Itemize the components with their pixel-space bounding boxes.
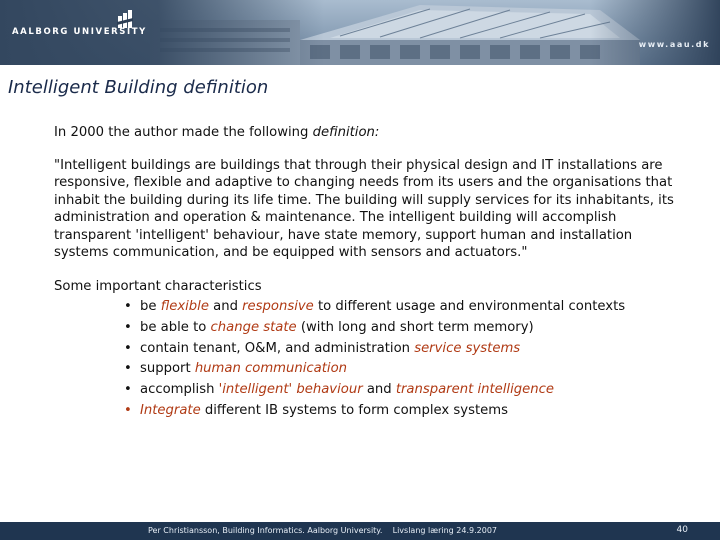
bullet-icon: •: [124, 340, 132, 356]
bullet-icon: •: [124, 382, 132, 398]
item-text: and: [208, 299, 243, 314]
item-text: and: [362, 382, 396, 398]
list-item: [124, 359, 684, 380]
website-url: www.aau.dk: [638, 40, 710, 49]
list-item: [124, 297, 684, 318]
header-banner: [0, 0, 720, 65]
bullet-icon: •: [124, 319, 132, 335]
item-highlight: 'intelligent' behaviour: [218, 382, 363, 398]
intro-text: [54, 124, 684, 142]
list-item: [124, 339, 684, 360]
item-highlight: service systems: [414, 340, 521, 356]
item-text: contain tenant, O&M, and administration: [140, 340, 415, 356]
page-number: 40: [676, 525, 688, 535]
item-text: (with long and short term memory): [296, 319, 534, 335]
slide-body: [54, 124, 684, 422]
item-highlight: change state: [210, 319, 297, 335]
bullet-icon: •: [124, 402, 132, 418]
item-highlight: human communication: [194, 361, 348, 377]
footer-bar: [0, 522, 720, 540]
item-text: support: [140, 361, 195, 377]
slide-title: Intelligent Building definition: [8, 77, 269, 98]
list-item: [124, 401, 684, 422]
footer-credits: Per Christiansson, Building Informatics. Aalborg University. Livslang læring 24.9.2007: [148, 526, 498, 535]
university-name: AALBORG UNIVERSITY: [12, 27, 147, 37]
item-highlight: flexible: [160, 299, 209, 314]
item-text: to different usage and environmental contexts: [313, 299, 626, 314]
characteristics-heading: Some important characteristics: [54, 278, 262, 294]
item-highlight: transparent intelligence: [395, 382, 554, 398]
item-highlight: responsive: [242, 299, 314, 314]
item-highlight: Integrate: [140, 402, 201, 418]
intro-emphasis: definition:: [312, 125, 380, 140]
characteristics-list: [54, 297, 684, 422]
list-item: [124, 380, 684, 401]
bullet-icon: •: [124, 361, 132, 377]
definition-quote: "Intelligent buildings are buildings that through their physical design and IT installations are responsive, flexible and adaptive to changing needs from its users and the organisations that inhabit the building during its life time. The building will supply services for its inhabitants, its administration and operation & maintenance. The intelligent building will accomplish transparent 'intelligent' behaviour, have state memory, support human and installation systems communication, and be equipped with sensors and actuators.": [54, 157, 674, 260]
item-text: different IB systems to form complex systems: [200, 402, 508, 418]
item-text: accomplish: [140, 382, 219, 398]
bullet-icon: •: [124, 299, 132, 314]
item-text: be: [140, 299, 161, 314]
item-text: be able to: [140, 319, 211, 335]
intro-prefix: In 2000 the author made the following: [54, 125, 313, 140]
list-item: [124, 318, 684, 339]
